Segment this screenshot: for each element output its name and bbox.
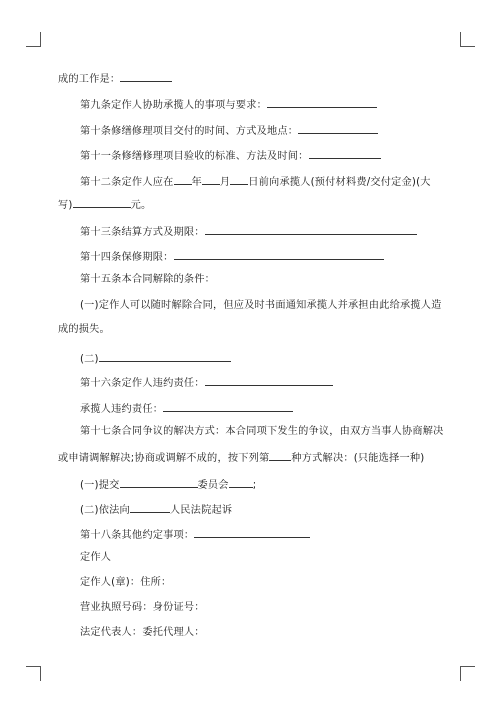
text: 定作人(章)：住所： <box>80 577 172 588</box>
blank-month <box>202 173 220 185</box>
blank-court <box>130 501 170 513</box>
text: 第十四条保修期限： <box>80 252 174 263</box>
clause-9 <box>80 96 480 113</box>
text: 第十条修缮修理项目交付的时间、方式及地点： <box>80 126 299 137</box>
text: 承揽人违约责任： <box>80 404 164 415</box>
text: 或申请调解解决;协商或调解不成的，按下列第 <box>58 453 270 464</box>
contractor-liability <box>80 400 480 417</box>
text: 第十五条本合同解除的条件： <box>80 274 216 285</box>
signature-line-2 <box>80 601 480 615</box>
text: (一)定作人可以随时解除合同，但应及时书面通知承揽人并承担由此给承揽人造 <box>80 300 442 311</box>
text: 写) <box>58 200 73 211</box>
clause-17-continuation <box>58 449 458 466</box>
text: 日前向承揽人(预付材料费/交付定金)(大 <box>248 177 431 188</box>
text: (一)提交 <box>80 480 120 491</box>
text: 第九条定作人协助承揽人的事项与要求： <box>80 100 267 111</box>
blank-field <box>229 476 253 488</box>
text: 月 <box>219 177 231 188</box>
text: 成的损失。 <box>58 324 110 335</box>
text: 第十一条修缮修理项目验收的标准、方法及时间： <box>80 151 309 162</box>
blank-field <box>99 350 231 362</box>
text: 营业执照号码：身份证号： <box>80 602 205 613</box>
clause-11 <box>80 147 480 164</box>
blank-field <box>267 96 377 108</box>
text: 年 <box>191 177 202 188</box>
clause-17-item-1 <box>80 476 480 493</box>
text: 委员会 <box>197 480 229 491</box>
text: ; <box>252 480 257 491</box>
blank-field <box>163 400 293 412</box>
text: 第十三条结算方式及期限： <box>80 227 205 238</box>
text: 种方式解决：(只能选择一种) <box>291 453 425 464</box>
blank-amount <box>73 196 131 208</box>
clause-10 <box>80 122 480 139</box>
clause-15-item-1-continuation <box>58 323 458 337</box>
clause-17 <box>80 425 480 439</box>
clause-13 <box>80 223 480 240</box>
text: 法定代表人：委托代理人： <box>80 627 205 638</box>
text: (二) <box>80 354 99 365</box>
blank-arbitration <box>120 476 198 488</box>
clause-17-item-2 <box>80 501 480 518</box>
signature-line-1 <box>80 576 480 590</box>
signature-heading <box>80 551 480 565</box>
text: 定作人 <box>80 552 112 563</box>
clause-12 <box>80 173 480 190</box>
signature-line-3 <box>80 626 480 640</box>
crop-mark-top-left <box>26 32 41 47</box>
clause-8-continuation <box>58 70 458 87</box>
blank-day <box>230 173 248 185</box>
text: 成的工作是： <box>58 74 121 85</box>
blank-field <box>298 122 378 134</box>
clause-14 <box>80 248 480 265</box>
text: 第十七条合同争议的解决方式：本合同项下发生的争议，由双方当事人协商解决 <box>80 426 444 437</box>
text: 第十六条定作人违约责任： <box>80 378 205 389</box>
clause-15-item-1 <box>80 299 480 313</box>
crop-mark-top-right <box>460 32 475 47</box>
blank-option <box>269 449 291 461</box>
clause-15-item-2 <box>80 350 480 367</box>
blank-field <box>120 70 172 82</box>
clause-18 <box>80 526 480 543</box>
clause-15 <box>80 273 480 287</box>
text: 第十八条其他约定事项： <box>80 530 195 541</box>
text: 人民法院起诉 <box>169 505 233 516</box>
text: 第十二条定作人应在 <box>80 177 174 188</box>
blank-year <box>174 173 192 185</box>
blank-field <box>205 223 417 235</box>
crop-mark-bottom-right <box>460 666 475 681</box>
crop-mark-bottom-left <box>26 666 41 681</box>
clause-12-continuation <box>58 196 458 213</box>
clause-16 <box>80 374 480 391</box>
blank-field <box>174 248 384 260</box>
blank-field <box>205 374 333 386</box>
text: (二)依法向 <box>80 505 130 516</box>
blank-field <box>194 526 310 538</box>
blank-field <box>309 147 381 159</box>
text: 元。 <box>130 200 152 211</box>
